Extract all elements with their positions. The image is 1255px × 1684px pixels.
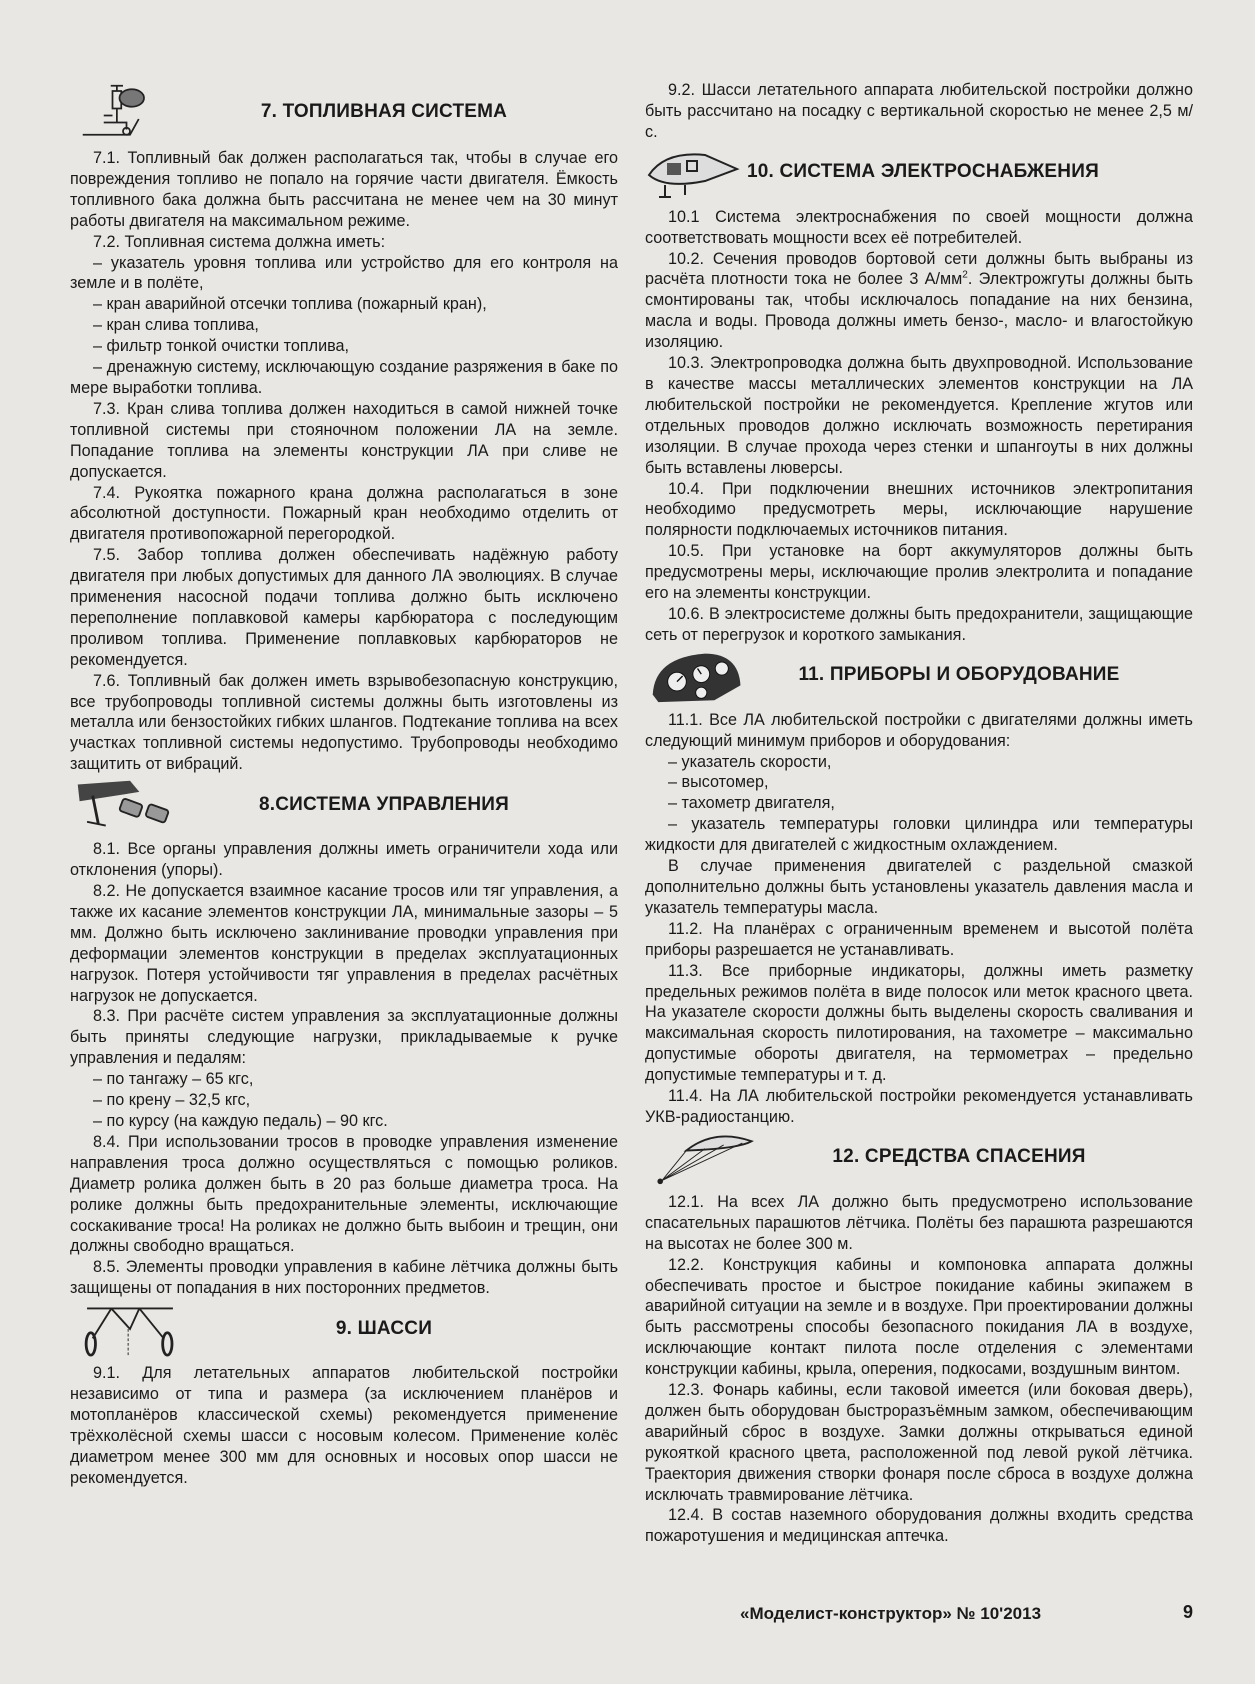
- section-title: 12. СРЕДСТВА СПАСЕНИЯ: [832, 1146, 1086, 1168]
- parachute-icon: [645, 1130, 765, 1186]
- list-item: – кран аварийной отсечки топлива (пожарный кран),: [93, 295, 487, 314]
- paragraph: 7.3. Кран слива топлива должен находиться в самой нижней точке топливной системы при стояночном положении ЛА на земле. Попадание топлива на элементы конструкции ЛА при сливе не допускается.: [70, 399, 618, 481]
- page-number: 9: [1183, 1602, 1194, 1622]
- list-item: – дренажную систему, исключающую создание разряжения в баке по мере выработки топлива.: [70, 358, 618, 397]
- paragraph: 12.3. Фонарь кабины, если таковой имеется (или боковая дверь), должен быть оборудован быстроразъёмным замком, обеспечивающим аварийный сброс в воздухе. Замки должны открываться единой рукояткой красного цвета, расположенной под левой рукой лётчика. Траектория движения створки фонаря после сброса в воздухе должна исключать травмирование лётчика.: [645, 1381, 1193, 1504]
- list-item: – высотомер,: [668, 773, 769, 792]
- paragraph: 8.4. При использовании тросов в проводке управления изменение направления троса должно осуществляться с помощью роликов. Диаметр ролика должен быть в 20 раз больше диаметра троса. На ролике должны быть предохранительные элементы, исключающие соскакивание троса! На роликах не должно быть выбоин и трещин, они должны свободно вращаться.: [70, 1132, 618, 1256]
- paragraph: 11.3. Все приборные индикаторы, должны иметь разметку предельных режимов полёта в виде полосок или меток красного цвета. На указателе скорости должны быть выделены скорость сваливания и максимальная скорость пилотирования, на тахометре – максимально допустимые обороты двигателя, на термометрах – предельно допустимые температуры и т. д.: [645, 961, 1193, 1085]
- paragraph: 10.4. При подключении внешних источников электропитания необходимо предусмотреть меры, исключающие нарушение полярности подключаемых источников питания.: [645, 479, 1193, 540]
- section-title: 8.СИСТЕМА УПРАВЛЕНИЯ: [258, 793, 510, 815]
- list-item: – тахометр двигателя,: [668, 794, 835, 813]
- paragraph: В случае применения двигателей с раздельной смазкой дополнительно должны быть установлены указатель давления масла и указатель температуры масла.: [645, 857, 1193, 917]
- paragraph-part: 10.2. Сечения проводов бортовой сети должны быть выбраны из расчёта плотности тока не более 3 А/мм: [645, 249, 1193, 289]
- section-title: 11. ПРИБОРЫ И ОБОРУДОВАНИЕ: [798, 664, 1120, 686]
- paragraph: 10.1 Система электроснабжения по своей мощности должна соответствовать мощности всех её потребителей.: [645, 207, 1193, 247]
- section-title: 9. ШАССИ: [335, 1317, 433, 1339]
- list-item: – по тангажу – 65 кгс,: [93, 1070, 254, 1089]
- paragraph: 7.4. Рукоятка пожарного крана должна располагаться в зоне абсолютной доступности. Пожарный кран необходимо отделить от двигателя противопожарной перегородкой.: [70, 483, 618, 544]
- paragraph: 9.1. Для летательных аппаратов любительской постройки независимо от типа и размера (за исключением планёров и мотопланёров классической схемы) рекомендуется применение трёхколёсной схемы шасси с носовым колесом. Применение колёс диаметром менее 300 мм для основных и носовых опор шасси не рекомендуется.: [70, 1364, 618, 1487]
- section-10-heading: [645, 143, 1193, 203]
- list-item: – по крену – 32,5 кгс,: [93, 1091, 251, 1110]
- left-column: [70, 80, 618, 1489]
- control-pedals-icon: [70, 777, 190, 833]
- paragraph: 8.5. Элементы проводки управления в кабине лётчика должны быть защищены от попадания в них посторонних предметов.: [70, 1258, 618, 1298]
- paragraph: 10.6. В электросистеме должны быть предохранители, защищающие сеть от перегрузок и короткого замыкания.: [645, 604, 1193, 644]
- paragraph: 7.1. Топливный бак должен располагаться так, чтобы в случае его повреждения топливо не попало на горячие части двигателя. Ёмкость топливного бака должна быть рассчитана не менее чем на 30 минут работы двигателя на максимальном режиме.: [70, 149, 618, 230]
- section-7-heading: [70, 80, 618, 144]
- paragraph: 7.6. Топливный бак должен иметь взрывобезопасную конструкцию, все трубопроводы топливной системы должны быть изготовлены из металла или бензостойких гибких шлангов. Подтекание топлива на всех участках топливной системы недопустимо. Трубопроводы необходимо защитить от вибраций.: [70, 671, 618, 774]
- paragraph-part: . Электрожгуты должны быть смонтированы так, чтобы исключалось попадание на них бензина, масла и воды. Провода должны иметь бензо-, масло- и влагостойкую изоляцию.: [645, 270, 1194, 352]
- paragraph: 12.2. Конструкция кабины и компоновка аппарата должны обеспечивать простое и быстрое покидание кабины экипажем в аварийной ситуации на земле и в воздухе. При проектировании должны быть рассмотрены способы безопасного покидания ЛА в воздухе, исключающие контакт пилота после отделения с элементами конструкции кабины, крыла, оперения, подкосами, воздушным винтом.: [645, 1255, 1193, 1379]
- paragraph: 11.2. На планёрах с ограниченным временем и высотой полёта приборы разрешается не устанавливать.: [645, 919, 1193, 959]
- instrument-panel-icon: [645, 648, 765, 704]
- list-item: – фильтр тонкой очистки топлива,: [93, 337, 350, 356]
- paragraph: 8.3. При расчёте систем управления за эксплуатационные должны быть приняты следующие нагрузки, прикладываемые к ручке управления и педалям:: [70, 1007, 618, 1068]
- list-item: – указатель скорости,: [668, 752, 832, 771]
- paragraph: 10.3. Электропроводка должна быть двухпроводной. Использование в качестве массы металлических элементов конструкции на ЛА любительской постройки не рекомендуется. Крепление жгутов или отдельных проводов должно исключать возможность перетирания изоляции. В случае прохода через стенки и шпангоуты в них должны быть вставлены люверсы.: [645, 354, 1193, 477]
- superscript: 2: [962, 270, 968, 282]
- paragraph: 12.1. На всех ЛА должно быть предусмотрено использование спасательных парашютов лётчика. Полёты без парашюта разрешаются на высотах не более 300 м.: [645, 1192, 1193, 1253]
- paragraph: 9.2. Шасси летательного аппарата любительской постройки должно быть рассчитано на посадку с вертикальной скоростью не менее 2,5 м/с.: [645, 81, 1193, 141]
- section-11-heading: [645, 646, 1193, 706]
- paragraph: 8.2. Не допускается взаимное касание тросов или тяг управления, а также их касание элементов конструкции ЛА, минимальные зазоры – 5 мм. Должно быть исключено заклинивание проводки управления при деформации элементов конструкции в пределах эксплуатационных нагрузок. Потеря устойчивости тяг управления в пределах расчётных нагрузок не допускается.: [70, 882, 618, 1005]
- paragraph: 7.5. Забор топлива должен обеспечивать надёжную работу двигателя при любых допустимых для данного ЛА эволюциях. В случае применения насосной подачи топлива должно быть исключено переполнение поплавковой камеры карбюратора с последующим проливом топлива. Применение поплавковых карбюраторов не рекомендуется.: [70, 546, 618, 669]
- paragraph: 12.4. В состав наземного оборудования должны входить средства пожаротушения и медицинская аптечка.: [645, 1506, 1193, 1546]
- section-title: 10. СИСТЕМА ЭЛЕКТРОСНАБЖЕНИЯ: [747, 161, 1099, 183]
- electrical-system-icon: [645, 145, 745, 201]
- section-12-heading: [645, 1128, 1193, 1188]
- list-item: – по курсу (на каждую педаль) – 90 кгс.: [93, 1111, 388, 1130]
- section-title: 7. ТОПЛИВНАЯ СИСТЕМА: [260, 100, 508, 122]
- list-item: – указатель температуры головки цилиндра или температуры жидкости для двигателей с жидкостным охлаждением.: [645, 815, 1193, 855]
- paragraph: 10.5. При установке на борт аккумуляторов должны быть предусмотрены меры, исключающие пролив электролита и попадание его на элементы конструкции.: [645, 542, 1193, 603]
- fuel-system-icon: [70, 84, 190, 140]
- section-9-heading: [70, 1299, 618, 1359]
- section-8-heading: [70, 775, 618, 835]
- list-item: – кран слива топлива,: [93, 316, 259, 335]
- magazine-footer: «Моделист-конструктор» № 10'2013: [740, 1604, 1042, 1623]
- list-item: – указатель уровня топлива или устройство для его контроля на земле и в полёте,: [70, 253, 618, 293]
- paragraph: 8.1. Все органы управления должны иметь ограничители хода или отклонения (упоры).: [70, 840, 618, 880]
- paragraph: 11.4. На ЛА любительской постройки рекомендуется устанавливать УКВ-радиостанцию.: [645, 1087, 1193, 1126]
- right-column: [645, 80, 1193, 1547]
- landing-gear-icon: [70, 1301, 190, 1357]
- paragraph: [645, 249, 1193, 354]
- paragraph: 7.2. Топливная система должна иметь:: [93, 232, 386, 251]
- paragraph: 11.1. Все ЛА любительской постройки с двигателями должны иметь следующий минимум приборов и оборудования:: [645, 710, 1193, 750]
